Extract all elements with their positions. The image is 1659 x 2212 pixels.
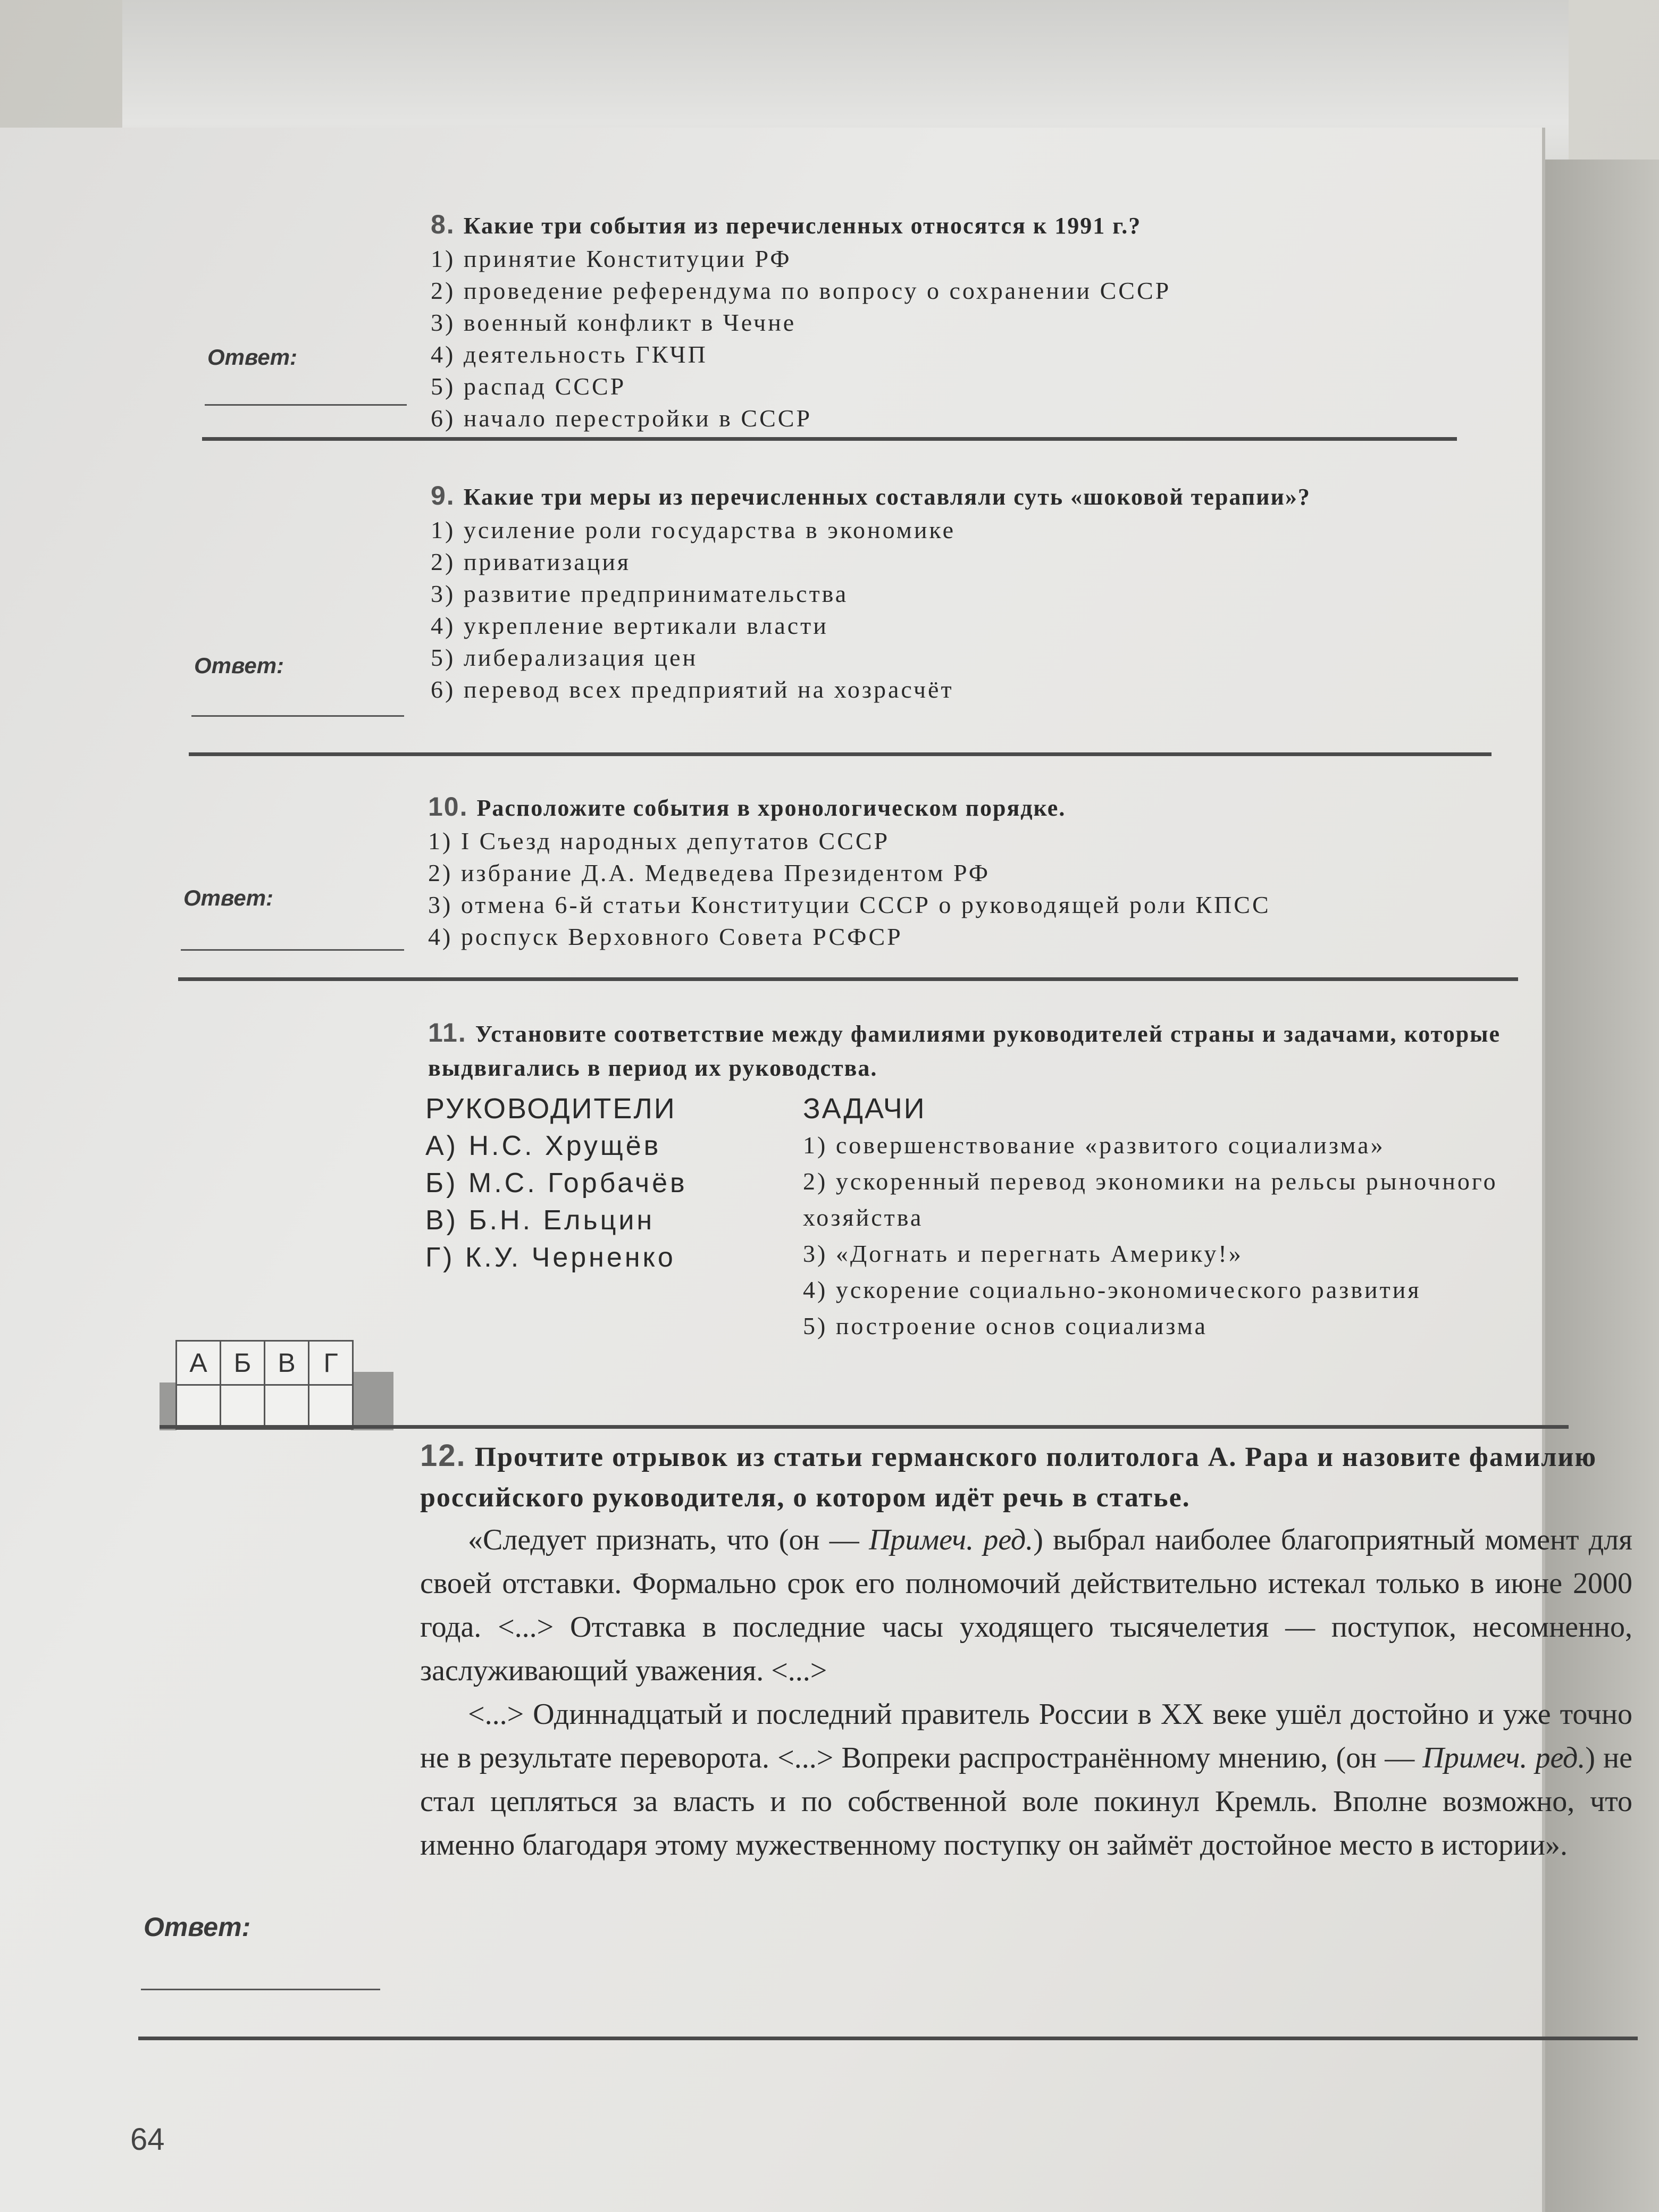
question-11-title (428, 1016, 1545, 1085)
grid-letter: В (265, 1341, 309, 1385)
grid-shade-right (351, 1372, 393, 1430)
question-number: 11. (428, 1018, 467, 1048)
grid-answer-cell[interactable] (221, 1385, 265, 1429)
option: 6) перевод всех предприятий на хозрасчёт (431, 676, 954, 703)
option: 4) деятельность ГКЧП (431, 341, 708, 368)
answer-label: Ответ: (194, 653, 284, 678)
question-number: 9. (431, 481, 455, 510)
question-text: Установите соответствие между фамилиями руководителей страны и задачами, которые выдвигались в период их руководства. (428, 1021, 1501, 1081)
option: 1) усиление роли государства в экономике (431, 516, 956, 543)
question-number: 8. (431, 210, 455, 239)
question-9-title (431, 479, 1468, 514)
leaders-header: РУКОВОДИТЕЛИ (425, 1093, 676, 1125)
grid-answer-cell[interactable] (265, 1385, 309, 1429)
question-number: 12. (420, 1438, 466, 1473)
grid-answer-cell[interactable] (177, 1385, 221, 1429)
editor-note: Примеч. ред. (1422, 1741, 1586, 1774)
leaders-list (425, 1127, 723, 1276)
question-10-title (428, 790, 1518, 825)
grid-letter: Б (221, 1341, 265, 1385)
passage-paragraph-2 (420, 1692, 1632, 1867)
option: 2) избрание Д.А. Медведева Президентом РФ (428, 859, 991, 886)
passage-paragraph-1 (420, 1518, 1632, 1692)
question-10 (428, 790, 1518, 953)
option: 2) проведение референдума по вопросу о сохранении СССР (431, 277, 1171, 304)
options-list (431, 514, 1468, 706)
answer-label: Ответ: (207, 345, 298, 370)
leaders-column (425, 1090, 723, 1344)
passage-text: <...> Одиннадцатый и последний правитель России в XX веке ушёл достойно и уже точно не в результате переворота. <...> Вопреки распространённому мнению, (он — (420, 1698, 1632, 1774)
answer-table (175, 1340, 354, 1430)
question-12-title (420, 1436, 1632, 1518)
answer-field[interactable] (141, 1989, 380, 1990)
page-number: 64 (130, 2122, 165, 2157)
task-item: 3) «Догнать и перегнать Америку!» (803, 1240, 1243, 1267)
question-12 (420, 1436, 1632, 1867)
question-8 (431, 207, 1441, 434)
question-9 (431, 479, 1468, 706)
options-list (428, 825, 1518, 953)
answer-label: Ответ: (183, 885, 274, 910)
task-item: 2) ускоренный перевод экономики на рельсы рыночного хозяйства (803, 1168, 1498, 1231)
leader-item: Б) М.С. Горбачёв (425, 1168, 688, 1199)
question-11 (428, 1016, 1545, 1085)
passage-text: ) выбрал наиболее благоприятный момент для своей отставки. Формально срок его полномочий действительно истекал только в июне 2000 года. <...> Отставка в последние часы уходящего тысячелетия — поступок, несомненно, заслуживающий уважения. <...> (420, 1523, 1632, 1687)
divider (138, 2037, 1638, 2040)
grid-letter: Г (309, 1341, 353, 1385)
question-text: Прочтите отрывок из статьи германского политолога А. Рара и назовите фамилию российского руководителя, о котором идёт речь в статье. (420, 1442, 1597, 1513)
task-item: 1) совершенствование «развитого социализма» (803, 1132, 1385, 1159)
option: 1) I Съезд народных депутатов СССР (428, 827, 890, 854)
question-number: 10. (428, 792, 468, 822)
leader-item: А) Н.С. Хрущёв (425, 1130, 661, 1161)
option: 3) отмена 6-й статьи Конституции СССР о руководящей роли КПСС (428, 891, 1271, 918)
question-8-title (431, 207, 1441, 243)
answer-field[interactable] (205, 404, 407, 406)
task-item: 4) ускорение социально-экономического развития (803, 1276, 1421, 1303)
leader-item: Г) К.У. Черненко (425, 1242, 676, 1273)
editor-note: Примеч. ред. (869, 1523, 1034, 1556)
answer-field[interactable] (181, 949, 404, 951)
option: 5) либерализация цен (431, 644, 698, 671)
grid-answer-cell[interactable] (309, 1385, 353, 1429)
tasks-header: ЗАДАЧИ (803, 1093, 926, 1125)
divider (189, 752, 1492, 756)
matching-columns (425, 1090, 1542, 1344)
options-list (431, 243, 1441, 434)
option: 4) роспуск Верховного Совета РСФСР (428, 923, 903, 950)
answer-label: Ответ: (144, 1912, 251, 1942)
answer-field[interactable] (191, 715, 404, 717)
option: 4) укрепление вертикали власти (431, 612, 828, 639)
tasks-column (803, 1090, 1542, 1344)
grid-letter: А (177, 1341, 221, 1385)
question-text: Какие три меры из перечисленных составляли суть «шоковой терапии»? (463, 484, 1311, 510)
grid-answer-row (177, 1385, 353, 1429)
option: 5) распад СССР (431, 373, 626, 400)
option: 3) развитие предпринимательства (431, 580, 849, 607)
background-edge (1542, 160, 1659, 2212)
option: 2) приватизация (431, 548, 631, 575)
option: 3) военный конфликт в Чечне (431, 309, 797, 336)
tasks-list (803, 1127, 1542, 1344)
passage-text: ) не стал цепляться за власть и по собственной воле покинул Кремль. Вполне возможно, что именно благодаря этому мужественному поступку он займёт достойное место в истории». (420, 1741, 1632, 1862)
passage-text: «Следует признать, что (он — (468, 1523, 869, 1556)
option: 1) принятие Конституции РФ (431, 245, 792, 272)
leader-item: В) Б.Н. Ельцин (425, 1205, 655, 1236)
grid-header-row (177, 1341, 353, 1385)
grid-shade-left (160, 1382, 177, 1430)
divider (160, 1425, 1569, 1429)
divider (202, 437, 1457, 441)
option: 6) начало перестройки в СССР (431, 405, 812, 432)
divider (178, 977, 1518, 981)
question-text: Расположите события в хронологическом порядке. (476, 795, 1066, 821)
answer-grid (175, 1340, 354, 1430)
question-text: Какие три события из перечисленных относятся к 1991 г.? (463, 213, 1142, 239)
task-item: 5) построение основ социализма (803, 1312, 1208, 1339)
